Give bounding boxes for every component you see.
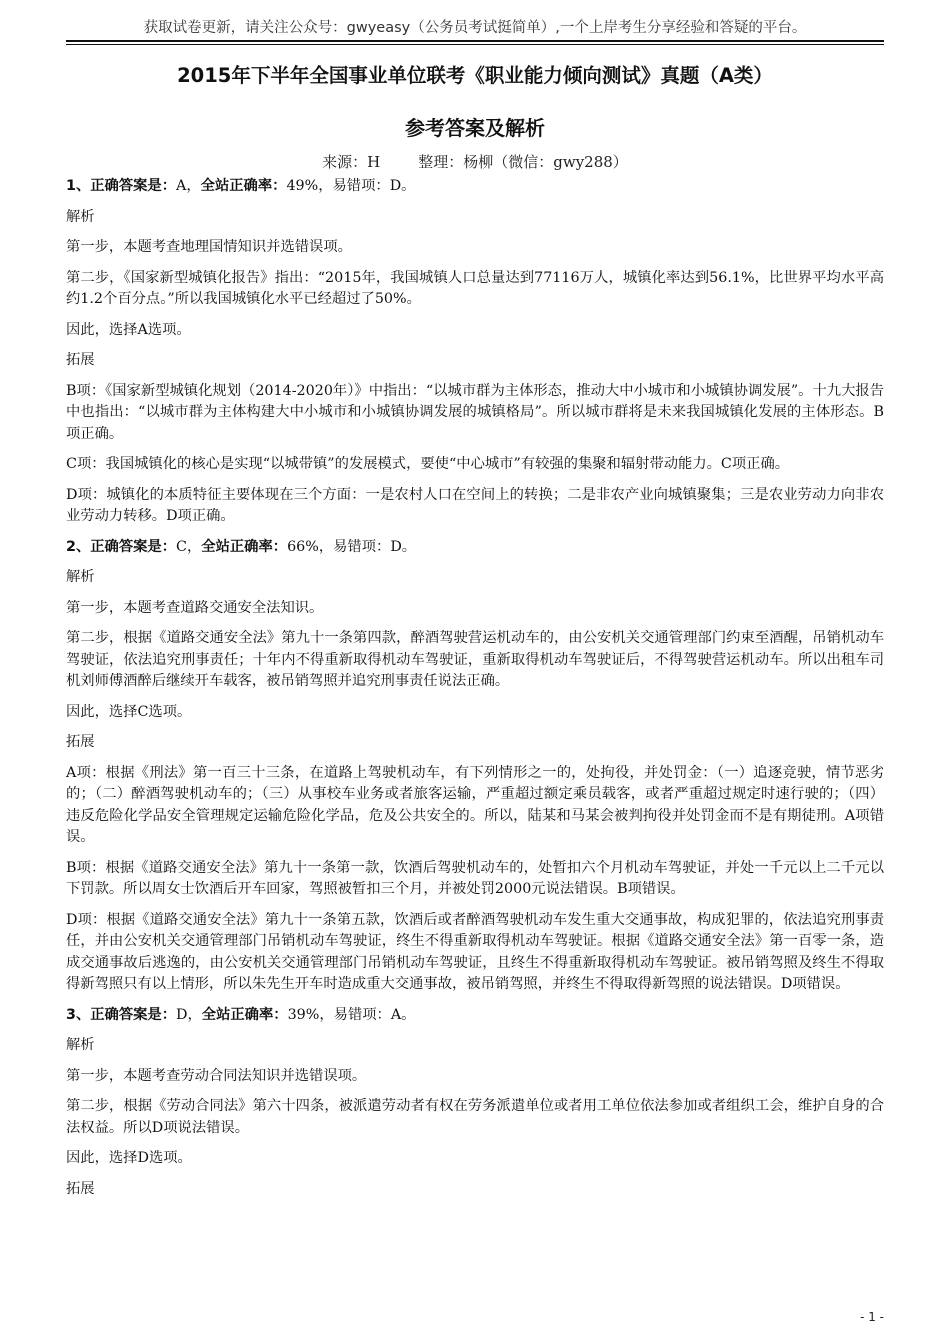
q2-line: B项：根据《道路交通安全法》第九十一条第一款，饮酒后驾驶机动车的，处暂扣六个月机动车驾驶证，并处一千元以上二千元以下罚款。所以周女士饮酒后开车回家，驾照被暂扣三个月，并被处罚2000元说法错误。B项错误。 bbox=[66, 859, 884, 897]
q3-rate-rest: 39%，易错项：A。 bbox=[287, 1006, 416, 1023]
q2-line: 第一步，本题考查道路交通安全法知识。 bbox=[66, 599, 324, 616]
q2-label: 2、正确答案是： bbox=[66, 538, 177, 555]
source-from: 来源：H bbox=[322, 153, 381, 171]
q1-line: C项：我国城镇化的核心是实现“以城带镇”的发展模式，要使“中心城市”有较强的集聚和辐射带动能力。C项正确。 bbox=[66, 456, 790, 472]
q1-answer-line bbox=[66, 172, 884, 203]
q2-line: A项：根据《刑法》第一百三十三条，在道路上驾驶机动车，有下列情形之一的，处拘役，并处罚金：（一）追逐竞驶，情节恶劣的；（二）醉酒驾驶机动车的；（三）从事校车业务或者旅客运输，严重超过额定乘员载客，或者严重超过规定时速行驶的；（四）违反危险化学品安全管理规定运输危险化学品，危及公共安全的。所以，陆某和马某会被判拘役并处罚金而不是有期徒刑。A项错误。 bbox=[66, 764, 884, 845]
q2-answer-line bbox=[66, 533, 884, 564]
q3-line: 解析 bbox=[66, 1037, 95, 1053]
q2-line: 因此，选择C选项。 bbox=[66, 703, 192, 720]
q3-answer: D， bbox=[176, 1006, 202, 1023]
q1-line: 解析 bbox=[66, 208, 95, 225]
q1-line: D项：城镇化的本质特征主要体现在三个方面：一是农村人口在空间上的转换；二是非农产业向城镇聚集；三是农业劳动力向非农业劳动力转移。D项正确。 bbox=[66, 486, 884, 524]
q3-line: 因此，选择D选项。 bbox=[66, 1150, 192, 1166]
page-number: - 1 - bbox=[860, 1310, 884, 1324]
document-title: 2015年下半年全国事业单位联考《职业能力倾向测试》真题（A类） bbox=[177, 64, 773, 87]
q1-label: 1、正确答案是： bbox=[66, 178, 177, 194]
q1-line: 第二步，《国家新型城镇化报告》指出：“2015年，我国城镇人口总量达到77116万人，城镇化率达到56.1%，比世界平均水平高约1.2个百分点。”所以我国城镇化水平已经超过了50%。 bbox=[66, 269, 884, 307]
document-body bbox=[66, 62, 884, 1205]
q1-rate-rest: 49%，易错项：D。 bbox=[286, 178, 416, 194]
q3-line: 拓展 bbox=[66, 1180, 95, 1197]
q2-rate-label: 全站正确率： bbox=[201, 538, 288, 555]
q2-line: 拓展 bbox=[66, 734, 95, 750]
q3-rate-label: 全站正确率： bbox=[201, 1006, 288, 1023]
q1-answer: A， bbox=[176, 178, 201, 194]
q3-label: 3、正确答案是： bbox=[66, 1006, 177, 1023]
q1-line: 第一步，本题考查地理国情知识并选错误项。 bbox=[66, 239, 352, 255]
q2-line: 解析 bbox=[66, 569, 95, 585]
header-rule bbox=[66, 40, 884, 45]
document-subtitle: 参考答案及解析 bbox=[405, 116, 545, 140]
q1-line: B项：《国家新型城镇化规划（2014-2020年）》中指出：“以城市群为主体形态，推动大中小城市和小城镇协调发展”。十九大报告中也指出：“以城市群为主体构建大中小城市和小城镇协调发展的城镇格局”。所以城市群将是未来我国城镇化发展的主体形态。B项正确。 bbox=[66, 382, 884, 442]
q2-line: D项：根据《道路交通安全法》第九十一条第五款，饮酒后或者醉酒驾驶机动车发生重大交通事故，构成犯罪的，依法追究刑事责任，并由公安机关交通管理部门吊销机动车驾驶证，终生不得重新取得机动车驾驶证。根据《道路交通安全法》第一百零一条，造成交通事故后逃逸的，由公安机关交通管理部门吊销机动车驾驶证，且终生不得重新取得机动车驾驶证。被吊销驾照及终生不得取得新驾照只有以上情形，所以朱先生开车时造成重大交通事故，被吊销驾照，并终生不得取得新驾照的说法错误。D项错误。 bbox=[66, 911, 884, 992]
q1-line: 因此，选择A选项。 bbox=[66, 321, 191, 338]
q2-line: 第二步，根据《道路交通安全法》第九十一条第四款，醉酒驾驶营运机动车的，由公安机关交通管理部门约束至酒醒，吊销机动车驾驶证，依法追究刑事责任；十年内不得重新取得机动车驾驶证，重新取得机动车驾驶证后，不得驾驶营运机动车。所以出租车司机刘师傅酒醉后继续开车载客，被吊销驾照并追究刑事责任说法正确。 bbox=[66, 630, 884, 689]
q2-rate-rest: 66%，易错项：D。 bbox=[287, 538, 417, 555]
q1-rate-label: 全站正确率： bbox=[200, 178, 287, 194]
q2-answer: C， bbox=[176, 538, 202, 555]
q3-line: 第二步，根据《劳动合同法》第六十四条，被派遣劳动者有权在劳务派遣单位或者用工单位依法参加或者组织工会，维护自身的合法权益。所以D项说法错误。 bbox=[66, 1098, 884, 1136]
q3-line: 第一步，本题考查劳动合同法知识并选错误项。 bbox=[66, 1067, 367, 1084]
source-line bbox=[66, 152, 884, 172]
q1-line: 拓展 bbox=[66, 352, 95, 368]
page-header: 获取试卷更新，请关注公众号：gwyeasy（公务员考试挺简单）,一个上岸考生分享经验和答疑的平台。 bbox=[143, 20, 807, 36]
q3-answer-line bbox=[66, 1001, 884, 1032]
source-editor: 整理：杨柳（微信：gwy288） bbox=[418, 153, 628, 171]
